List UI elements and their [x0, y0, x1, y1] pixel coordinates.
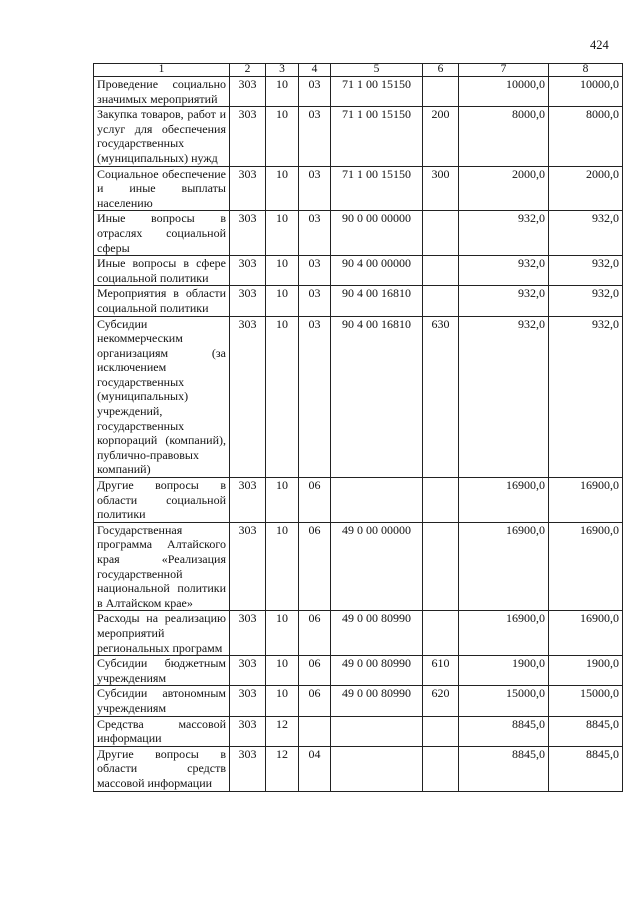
target-item-code-cell: 90 4 00 16810 [331, 316, 423, 478]
amount-cell: 8000,0 [549, 107, 623, 166]
subsection-code-cell: 03 [299, 107, 331, 166]
expense-type-code-cell [423, 746, 459, 791]
section-code-cell: 10 [266, 107, 299, 166]
admin-code-cell: 303 [230, 611, 266, 656]
amount-cell: 16900,0 [459, 522, 549, 611]
admin-code-cell: 303 [230, 686, 266, 716]
subsection-code-cell: 03 [299, 166, 331, 211]
page-number: 424 [590, 38, 609, 52]
subsection-code-cell [299, 716, 331, 746]
target-item-code-cell: 71 1 00 15150 [331, 77, 423, 107]
header-row [94, 64, 623, 77]
amount-cell: 8000,0 [459, 107, 549, 166]
section-code-cell: 10 [266, 478, 299, 523]
expense-type-code-cell: 610 [423, 656, 459, 686]
table-row [94, 166, 623, 211]
header-cell: 1 [94, 64, 230, 77]
amount-cell: 10000,0 [459, 77, 549, 107]
amount-cell: 932,0 [459, 286, 549, 316]
target-item-code-cell: 90 0 00 00000 [331, 211, 423, 256]
target-item-code-cell [331, 478, 423, 523]
section-code-cell: 10 [266, 77, 299, 107]
expense-name-cell: Субсидии автономным учреждениям [94, 686, 230, 716]
subsection-code-cell: 04 [299, 746, 331, 791]
amount-cell: 10000,0 [549, 77, 623, 107]
amount-cell: 932,0 [459, 256, 549, 286]
amount-cell: 8845,0 [459, 746, 549, 791]
table-row [94, 686, 623, 716]
admin-code-cell: 303 [230, 286, 266, 316]
subsection-code-cell: 03 [299, 256, 331, 286]
admin-code-cell: 303 [230, 478, 266, 523]
expense-name-cell: Проведение социально значимых мероприятий [94, 77, 230, 107]
table-row [94, 211, 623, 256]
amount-cell: 8845,0 [549, 716, 623, 746]
subsection-code-cell: 03 [299, 316, 331, 478]
table-row [94, 286, 623, 316]
expense-name-cell: Государственная программа Алтайского края «Реализация государственной национальной политики в Алтайском крае» [94, 522, 230, 611]
subsection-code-cell: 06 [299, 522, 331, 611]
expense-type-code-cell [423, 611, 459, 656]
amount-cell: 932,0 [459, 316, 549, 478]
amount-cell: 16900,0 [459, 478, 549, 523]
expense-type-code-cell: 620 [423, 686, 459, 716]
subsection-code-cell: 03 [299, 286, 331, 316]
amount-cell: 932,0 [549, 256, 623, 286]
section-code-cell: 10 [266, 286, 299, 316]
subsection-code-cell: 06 [299, 686, 331, 716]
amount-cell: 932,0 [549, 316, 623, 478]
table-row [94, 716, 623, 746]
admin-code-cell: 303 [230, 656, 266, 686]
amount-cell: 8845,0 [459, 716, 549, 746]
header-cell: 4 [299, 64, 331, 77]
expense-name-cell: Средства массовой информации [94, 716, 230, 746]
table-row [94, 522, 623, 611]
expense-type-code-cell [423, 286, 459, 316]
expense-type-code-cell [423, 522, 459, 611]
target-item-code-cell: 49 0 00 80990 [331, 656, 423, 686]
expense-name-cell: Иные вопросы в сфере социальной политики [94, 256, 230, 286]
amount-cell: 16900,0 [549, 611, 623, 656]
section-code-cell: 10 [266, 686, 299, 716]
amount-cell: 2000,0 [459, 166, 549, 211]
table-body [94, 77, 623, 792]
expense-type-code-cell: 200 [423, 107, 459, 166]
expense-name-cell: Мероприятия в области социальной политики [94, 286, 230, 316]
section-code-cell: 12 [266, 716, 299, 746]
amount-cell: 8845,0 [549, 746, 623, 791]
subsection-code-cell: 06 [299, 656, 331, 686]
header-cell: 6 [423, 64, 459, 77]
section-code-cell: 10 [266, 611, 299, 656]
expense-type-code-cell [423, 716, 459, 746]
admin-code-cell: 303 [230, 522, 266, 611]
amount-cell: 1900,0 [549, 656, 623, 686]
amount-cell: 2000,0 [549, 166, 623, 211]
amount-cell: 1900,0 [459, 656, 549, 686]
budget-table [93, 63, 623, 792]
section-code-cell: 10 [266, 211, 299, 256]
expense-name-cell: Закупка товаров, работ и услуг для обеспечения государственных (муниципальных) нужд [94, 107, 230, 166]
admin-code-cell: 303 [230, 166, 266, 211]
amount-cell: 16900,0 [549, 478, 623, 523]
target-item-code-cell: 90 4 00 00000 [331, 256, 423, 286]
table-row [94, 107, 623, 166]
expense-name-cell: Субсидии бюджетным учреждениям [94, 656, 230, 686]
section-code-cell: 10 [266, 316, 299, 478]
admin-code-cell: 303 [230, 77, 266, 107]
target-item-code-cell: 49 0 00 80990 [331, 686, 423, 716]
amount-cell: 15000,0 [459, 686, 549, 716]
target-item-code-cell: 71 1 00 15150 [331, 166, 423, 211]
expense-type-code-cell [423, 478, 459, 523]
admin-code-cell: 303 [230, 746, 266, 791]
expense-name-cell: Субсидии некоммерческим организациям (за исключением государственных (муниципальных) учреждений, государственных корпораций (компаний), публично-правовых компаний) [94, 316, 230, 478]
target-item-code-cell: 49 0 00 00000 [331, 522, 423, 611]
table-row [94, 316, 623, 478]
target-item-code-cell [331, 716, 423, 746]
admin-code-cell: 303 [230, 256, 266, 286]
header-cell: 2 [230, 64, 266, 77]
amount-cell: 932,0 [459, 211, 549, 256]
section-code-cell: 12 [266, 746, 299, 791]
expense-name-cell: Социальное обеспечение и иные выплаты населению [94, 166, 230, 211]
target-item-code-cell: 49 0 00 80990 [331, 611, 423, 656]
expense-type-code-cell: 630 [423, 316, 459, 478]
expense-name-cell: Расходы на реализацию мероприятий региональных программ [94, 611, 230, 656]
table-row [94, 746, 623, 791]
table-row [94, 656, 623, 686]
section-code-cell: 10 [266, 166, 299, 211]
header-cell: 8 [549, 64, 623, 77]
target-item-code-cell: 90 4 00 16810 [331, 286, 423, 316]
section-code-cell: 10 [266, 522, 299, 611]
amount-cell: 932,0 [549, 211, 623, 256]
expense-type-code-cell [423, 77, 459, 107]
expense-name-cell: Другие вопросы в области средств массовой информации [94, 746, 230, 791]
expense-name-cell: Иные вопросы в отраслях социальной сферы [94, 211, 230, 256]
expense-type-code-cell [423, 211, 459, 256]
admin-code-cell: 303 [230, 716, 266, 746]
subsection-code-cell: 06 [299, 611, 331, 656]
expense-type-code-cell: 300 [423, 166, 459, 211]
amount-cell: 932,0 [549, 286, 623, 316]
table-row [94, 77, 623, 107]
admin-code-cell: 303 [230, 211, 266, 256]
admin-code-cell: 303 [230, 107, 266, 166]
amount-cell: 16900,0 [549, 522, 623, 611]
expense-name-cell: Другие вопросы в области социальной политики [94, 478, 230, 523]
table-row [94, 611, 623, 656]
amount-cell: 16900,0 [459, 611, 549, 656]
target-item-code-cell [331, 746, 423, 791]
header-cell: 5 [331, 64, 423, 77]
table-row [94, 256, 623, 286]
section-code-cell: 10 [266, 256, 299, 286]
subsection-code-cell: 06 [299, 478, 331, 523]
header-cell: 3 [266, 64, 299, 77]
amount-cell: 15000,0 [549, 686, 623, 716]
target-item-code-cell: 71 1 00 15150 [331, 107, 423, 166]
table-row [94, 478, 623, 523]
expense-type-code-cell [423, 256, 459, 286]
admin-code-cell: 303 [230, 316, 266, 478]
section-code-cell: 10 [266, 656, 299, 686]
header-cell: 7 [459, 64, 549, 77]
subsection-code-cell: 03 [299, 77, 331, 107]
subsection-code-cell: 03 [299, 211, 331, 256]
